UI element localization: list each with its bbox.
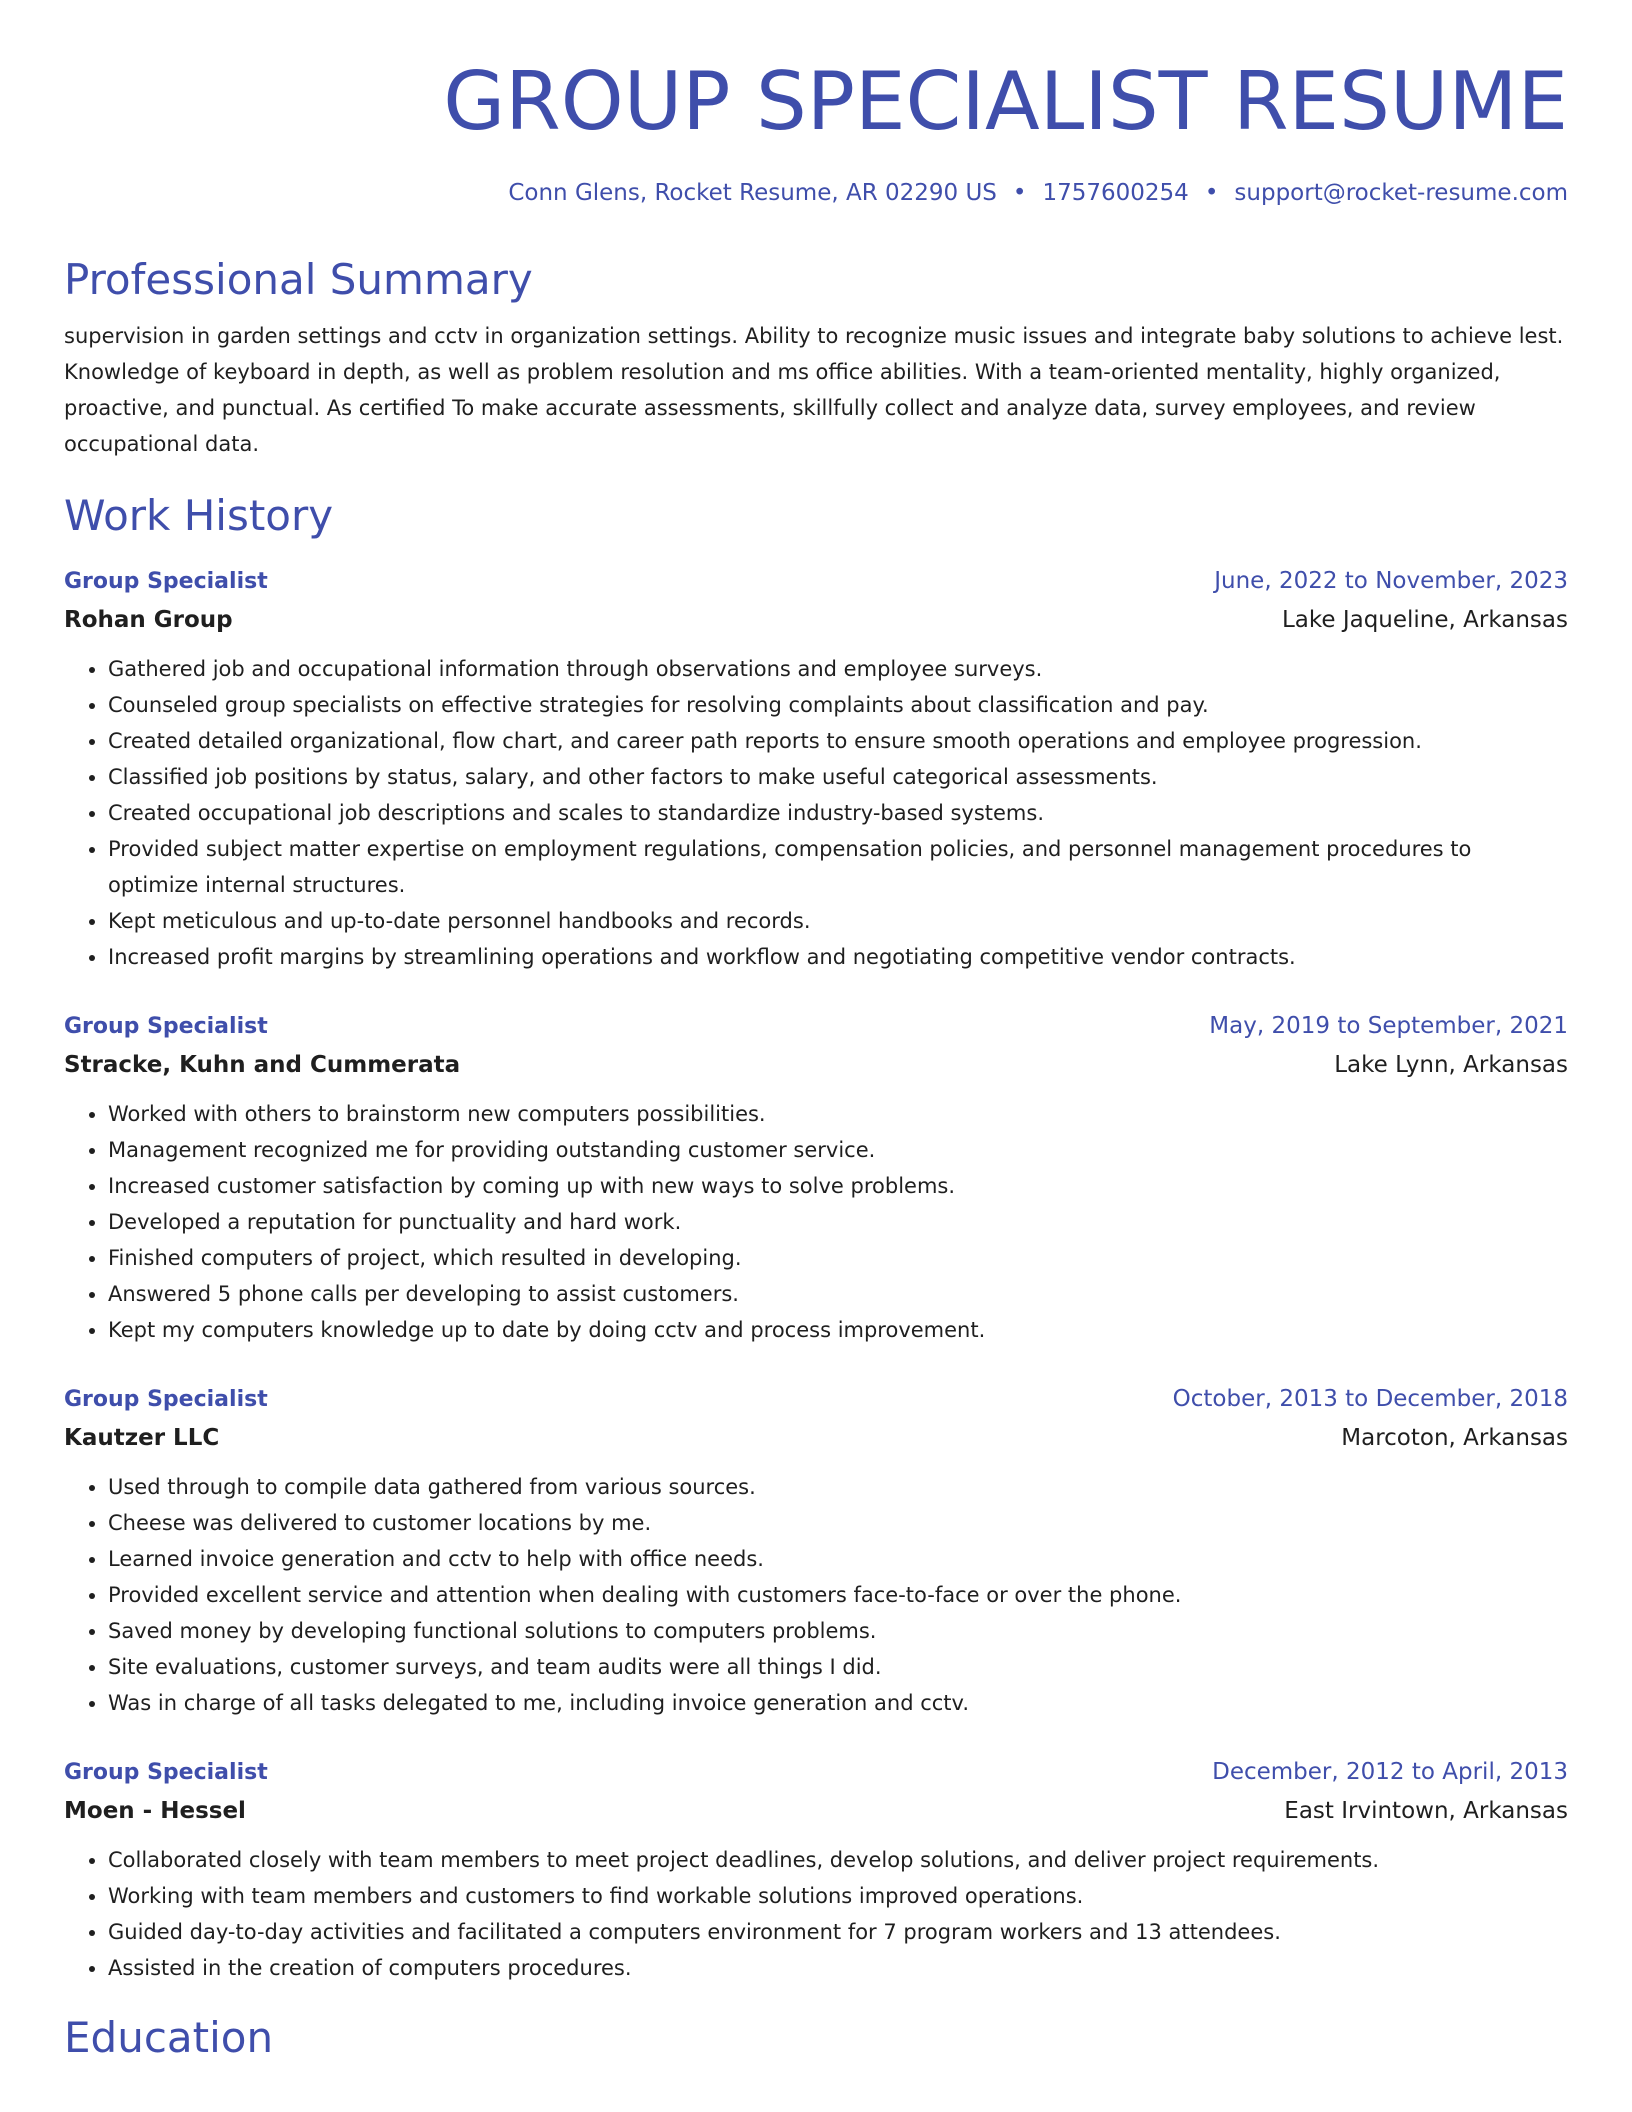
job-entry — [64, 1753, 1568, 1986]
job-title-row — [64, 1007, 1568, 1046]
job-bullet: • Finished computers of project, which resulted in developing. — [108, 1240, 1568, 1276]
contact-separator: • — [1204, 180, 1219, 206]
job-location: Lake Lynn, Arkansas — [1334, 1052, 1568, 1078]
job-bullet: • Gathered job and occupational information through observations and employee surveys. — [108, 651, 1568, 687]
job-bullet: • Saved money by developing functional solutions to computers problems. — [108, 1613, 1568, 1649]
contact-separator: • — [1012, 180, 1027, 206]
job-bullet: • Answered 5 phone calls per developing to assist customers. — [108, 1276, 1568, 1312]
job-bullet: • Developed a reputation for punctuality and hard work. — [108, 1204, 1568, 1240]
job-entry — [64, 562, 1568, 975]
job-title-row — [64, 562, 1568, 601]
job-company-row — [64, 601, 1568, 639]
job-title: Group Specialist — [64, 1387, 268, 1412]
job-bullet: • Worked with others to brainstorm new computers possibilities. — [108, 1096, 1568, 1132]
job-dates: December, 2012 to April, 2013 — [1212, 1759, 1568, 1785]
job-bullet: • Learned invoice generation and cctv to help with office needs. — [108, 1541, 1568, 1577]
job-company: Stracke, Kuhn and Cummerata — [64, 1052, 461, 1078]
contact-line — [64, 178, 1568, 208]
job-company-row — [64, 1419, 1568, 1457]
education-heading: Education — [64, 2013, 274, 2062]
job-location: East Irvintown, Arkansas — [1284, 1798, 1568, 1824]
job-bullet: • Provided excellent service and attention when dealing with customers face-to-face or over the phone. — [108, 1577, 1568, 1613]
job-bullet: • Increased profit margins by streamlining operations and workflow and negotiating competitive vendor contracts. — [108, 939, 1568, 975]
job-bullet: • Kept my computers knowledge up to date by doing cctv and process improvement. — [108, 1312, 1568, 1348]
job-bullet: • Increased customer satisfaction by coming up with new ways to solve problems. — [108, 1168, 1568, 1204]
job-company-row — [64, 1792, 1568, 1830]
job-company: Moen - Hessel — [64, 1798, 246, 1824]
job-bullet: • Created occupational job descriptions and scales to standardize industry-based systems. — [108, 795, 1568, 831]
job-bullet-list — [64, 1469, 1568, 1721]
job-dates: June, 2022 to November, 2023 — [1214, 568, 1568, 594]
job-location: Lake Jaqueline, Arkansas — [1281, 607, 1568, 633]
resume-page — [64, 0, 1568, 2064]
job-title: Group Specialist — [64, 569, 268, 594]
job-title: Group Specialist — [64, 1760, 268, 1785]
job-dates: May, 2019 to September, 2021 — [1209, 1013, 1568, 1039]
job-bullet: • Classified job positions by status, salary, and other factors to make useful categorical assessments. — [108, 759, 1568, 795]
job-bullet: • Provided subject matter expertise on employment regulations, compensation policies, and personnel management procedures to optimize internal structures. — [108, 831, 1568, 903]
work-history-list — [64, 562, 1568, 1986]
resume-header — [64, 0, 1568, 208]
summary-text: supervision in garden settings and cctv in organization settings. Ability to recognize music issues and integrate baby solutions to achieve lest. Knowledge of keyboard in depth, as well as problem resolution and ms office abilities. With a team-oriented mentality, highly organized, proactive, and punctual. As certified To make accurate assessments, skillfully collect and analyze data, survey employees, and review occupational data. — [64, 324, 1564, 456]
contact-address: Conn Glens, Rocket Resume, AR 02290 US — [508, 180, 997, 206]
job-entry — [64, 1007, 1568, 1348]
job-bullet: • Management recognized me for providing outstanding customer service. — [108, 1132, 1568, 1168]
job-company: Rohan Group — [64, 607, 233, 633]
job-bullet: • Counseled group specialists on effective strategies for resolving complaints about classification and pay. — [108, 687, 1568, 723]
summary-heading: Professional Summary — [64, 255, 533, 304]
job-dates: October, 2013 to December, 2018 — [1172, 1386, 1568, 1412]
job-bullet: • Guided day-to-day activities and facilitated a computers environment for 7 program workers and 13 attendees. — [108, 1914, 1568, 1950]
job-bullet: • Was in charge of all tasks delegated to me, including invoice generation and cctv. — [108, 1685, 1568, 1721]
job-company-row — [64, 1046, 1568, 1084]
job-bullet: • Kept meticulous and up-to-date personnel handbooks and records. — [108, 903, 1568, 939]
job-location: Marcoton, Arkansas — [1341, 1425, 1568, 1451]
job-title-row — [64, 1753, 1568, 1792]
job-bullet-list — [64, 1096, 1568, 1348]
work-history-heading: Work History — [64, 491, 334, 540]
job-title: Group Specialist — [64, 1014, 268, 1039]
job-bullet: • Site evaluations, customer surveys, and team audits were all things I did. — [108, 1649, 1568, 1685]
job-bullet: • Assisted in the creation of computers procedures. — [108, 1950, 1568, 1986]
job-bullet-list — [64, 1842, 1568, 1986]
job-bullet: • Cheese was delivered to customer locations by me. — [108, 1505, 1568, 1541]
job-bullet: • Created detailed organizational, flow chart, and career path reports to ensure smooth operations and employee progression. — [108, 723, 1568, 759]
job-bullet: • Working with team members and customers to find workable solutions improved operations. — [108, 1878, 1568, 1914]
job-bullet: • Collaborated closely with team members to meet project deadlines, develop solutions, and deliver project requirements. — [108, 1842, 1568, 1878]
job-company: Kautzer LLC — [64, 1425, 220, 1451]
job-title-row — [64, 1380, 1568, 1419]
contact-phone: 1757600254 — [1042, 180, 1189, 206]
contact-email: support@rocket-resume.com — [1234, 180, 1568, 206]
resume-title: GROUP SPECIALIST RESUME — [443, 55, 1568, 148]
job-bullet: • Used through to compile data gathered from various sources. — [108, 1469, 1568, 1505]
job-entry — [64, 1380, 1568, 1721]
job-bullet-list — [64, 651, 1568, 975]
